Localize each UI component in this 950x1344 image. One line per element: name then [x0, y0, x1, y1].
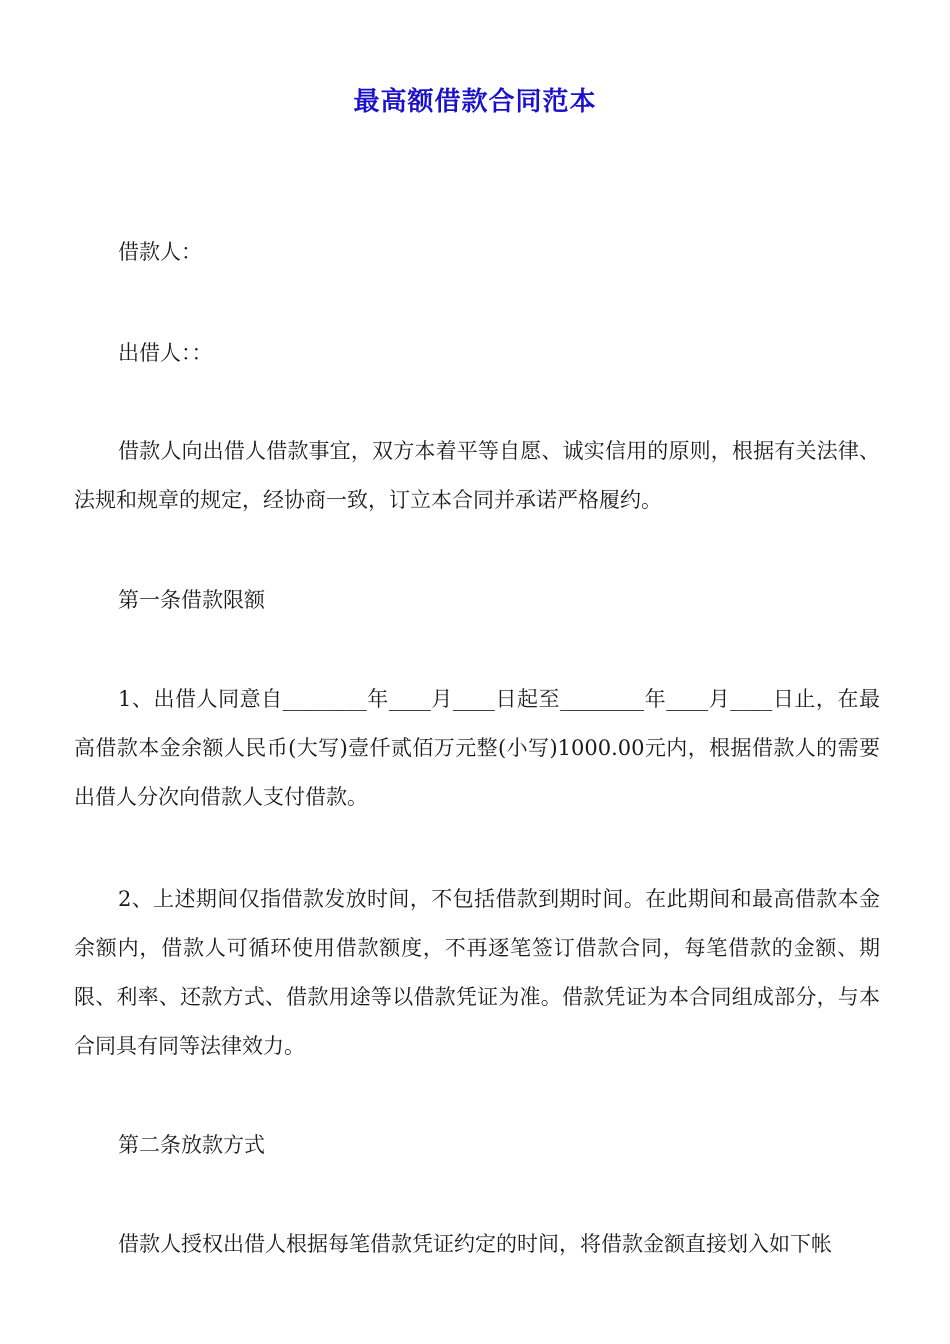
article-1-heading: 第一条借款限额: [118, 588, 265, 612]
borrower-label: 借款人：: [118, 240, 202, 264]
article-1-clause-2: 2、上述期间仅指借款发放时间，不包括借款到期时间。在此期间和最高借款本金余额内，借款人可循环使用借款额度，不再逐笔签订借款合同，每笔借款的金额、期限、利率、还款方式、借款用途等以借款凭证为准。借款凭证为本合同组成部分，与本合同具有同等法律效力。: [74, 887, 880, 1058]
intro-paragraph: 借款人向出借人借款事宜，双方本着平等自愿、诚实信用的原则，根据有关法律、法规和规章的规定，经协商一致，订立本合同并承诺严格履约。: [74, 439, 880, 512]
article-2-heading: 第二条放款方式: [118, 1133, 265, 1157]
article-1-clause-1: 1、出借人同意自________年____月____日起至________年____月____日止，在最高借款本金余额人民币(大写)壹仟贰佰万元整(小写)1000.00元内，根据借款人的需要出借人分次向借款人支付借款。: [74, 687, 880, 809]
lender-label: 出借人：：: [118, 341, 213, 365]
document-title: 最高额借款合同范本: [353, 87, 597, 117]
article-2-paragraph: 借款人授权出借人根据每笔借款凭证约定的时间，将借款金额直接划入如下帐: [118, 1232, 832, 1256]
